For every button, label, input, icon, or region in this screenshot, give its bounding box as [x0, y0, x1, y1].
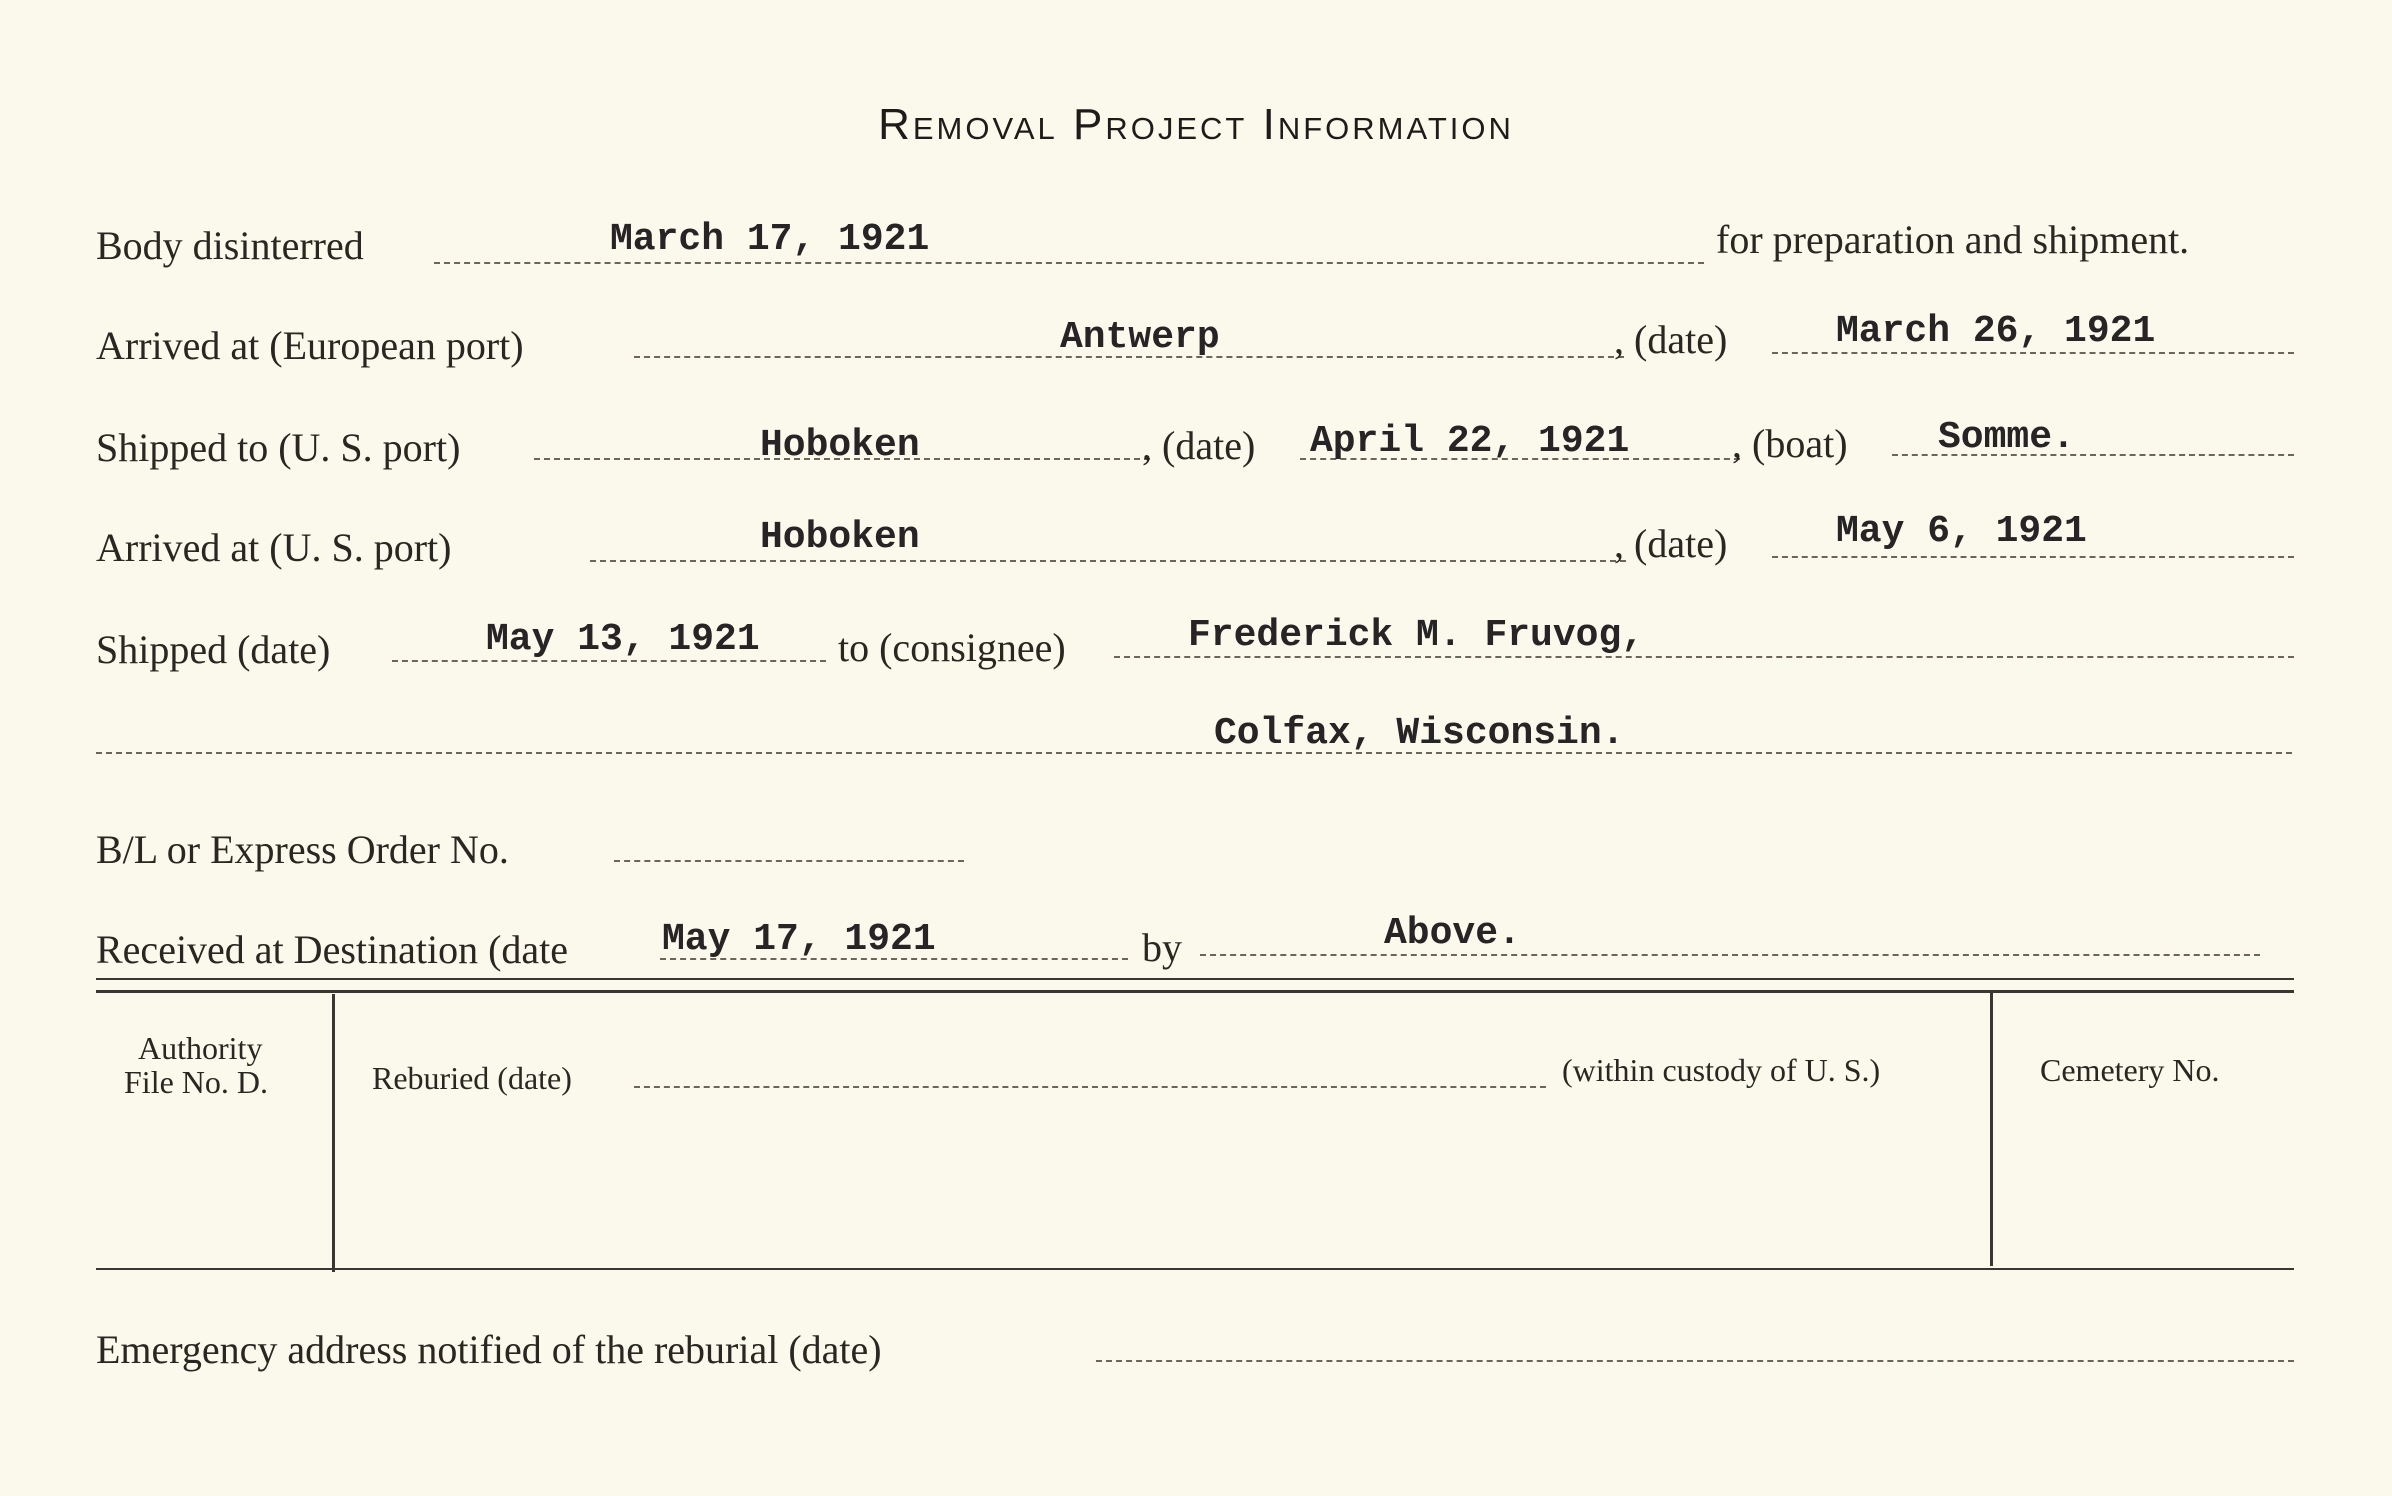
shipped-to-label: Shipped to (U. S. port) [96, 425, 461, 470]
arrived-european-label: Arrived at (European port) [96, 323, 524, 368]
cemetery-no-label: Cemetery No. [2040, 1052, 2220, 1088]
bl-order-label: B/L or Express Order No. [96, 827, 509, 872]
european-date-label: , (date) [1614, 317, 1728, 362]
european-port-value: Antwerp [1060, 316, 1220, 359]
european-arrival-date-value: March 26, 1921 [1836, 310, 2156, 353]
bl-order-line [614, 860, 964, 862]
us-arrival-date-label: , (date) [1614, 521, 1728, 566]
disinterred-date-value: March 17, 1921 [610, 218, 930, 261]
consignee-name-value: Frederick M. Fruvog, [1188, 614, 1645, 657]
shipped-date-label: , (date) [1142, 423, 1256, 468]
received-date-value: May 17, 1921 [662, 918, 936, 961]
authority-label: Authority [138, 1030, 263, 1066]
body-disinterred-line [434, 262, 1704, 264]
within-custody-label: (within custody of U. S.) [1562, 1052, 1881, 1088]
for-preparation-label: for preparation and shipment. [1716, 217, 2190, 262]
form-title: Removal Project Information [878, 100, 1514, 149]
box-top-rule-heavy [96, 990, 2294, 993]
boat-label: , (boat) [1732, 421, 1848, 466]
body-disinterred-label: Body disinterred [96, 223, 364, 268]
box-top-rule [96, 978, 2294, 980]
box-divider-left [332, 994, 335, 1272]
arrived-us-label: Arrived at (U. S. port) [96, 525, 452, 570]
received-by-line [1200, 954, 2260, 956]
box-bottom-rule [96, 1268, 2294, 1270]
us-port-shipped-value: Hoboken [760, 424, 920, 467]
shipped-date-value: April 22, 1921 [1310, 420, 1630, 463]
emergency-date-line [1096, 1360, 2294, 1362]
emergency-label: Emergency address notified of the reburial (date) [96, 1327, 882, 1372]
consignee-address-value: Colfax, Wisconsin. [1214, 712, 1625, 755]
shipped-date-consignee-label: Shipped (date) [96, 627, 331, 672]
received-destination-label: Received at Destination (date [96, 927, 569, 972]
us-arrival-date-value: May 6, 1921 [1836, 510, 2087, 553]
us-arrival-date-line [1772, 556, 2294, 558]
reburied-date-line [634, 1086, 1546, 1088]
us-port-arrived-line [590, 560, 1626, 562]
reburied-label: Reburied (date) [372, 1060, 572, 1096]
received-by-value: Above. [1384, 912, 1521, 955]
to-consignee-label: to (consignee) [838, 625, 1066, 670]
us-port-arrived-value: Hoboken [760, 516, 920, 559]
box-divider-right [1990, 990, 1993, 1266]
consignee-address-line [96, 752, 2292, 754]
file-no-label: File No. D. [124, 1064, 268, 1100]
boat-value: Somme. [1938, 416, 2075, 459]
by-label: by [1142, 925, 1182, 970]
shipped-consignee-date-value: May 13, 1921 [486, 618, 760, 661]
